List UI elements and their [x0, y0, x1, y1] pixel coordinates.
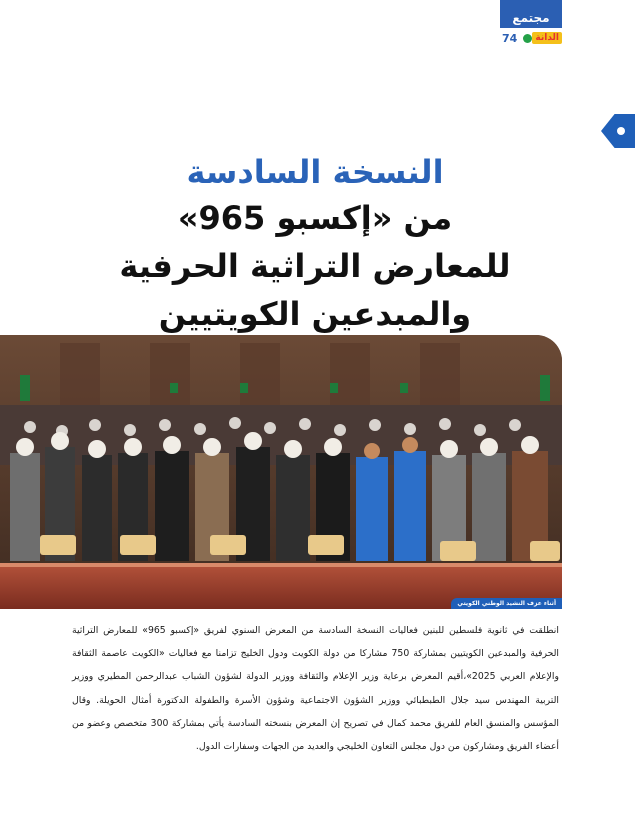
- section-label: مجتمع: [512, 11, 550, 25]
- section-header: [500, 0, 562, 46]
- group-photo-icon: [0, 335, 562, 609]
- headline-kicker: النسخة السادسة: [186, 153, 444, 191]
- magazine-logo: [521, 32, 562, 44]
- headline-title-line: والمبدعين الكويتيين: [158, 295, 472, 333]
- page-number: 74: [502, 31, 518, 45]
- headline-title-line: من «إكسبو 965»: [177, 199, 453, 237]
- page-meta: [500, 30, 562, 46]
- logo-mark-icon: [523, 34, 532, 43]
- marker-dot: [617, 127, 625, 135]
- magazine-logo-text: الدانة: [532, 32, 562, 44]
- edge-marker-icon: [601, 114, 635, 148]
- headline-title-line: للمعارض التراثية الحرفية: [119, 247, 511, 285]
- headline: [75, 150, 555, 338]
- section-tab: [500, 0, 562, 28]
- photo-caption: أثناء عزف النشيد الوطني الكويتي: [451, 598, 562, 609]
- article-body: انطلقت في ثانوية فلسطين للبنين فعاليات النسخة السادسة من المعرض السنوي لفريق «إكسبو 965» للمعارض التراثية الحرفية والمبدعين الكويتيين بمشاركة 750 مشاركا من دولة الكويت ودول الخليج تزامنا مع فعاليات «الكويت عاصمة الثقافة والإعلام العربي 2025»،أقيم المعرض برعاية وزير الإعلام والثقافة ووزير الدولة لشؤون الشباب عبدالرحمن المطيري ووزير التربية المهندس سيد جلال الطبطبائي ووزير الشؤون الاجتماعية وشؤون الأسرة والطفولة الدكتورة أمثال الحويلة. وقال المؤسس والمنسق العام للفريق محمد كمال في تصريح إن المعرض بنسخته السادسة يأتي بمشاركة 300 متخصص وعضو من أعضاء الفريق ومشاركون من دول مجلس التعاون الخليجي والعديد من الجهات وسفارات الدول.: [72, 625, 560, 753]
- group-photo: [0, 335, 562, 609]
